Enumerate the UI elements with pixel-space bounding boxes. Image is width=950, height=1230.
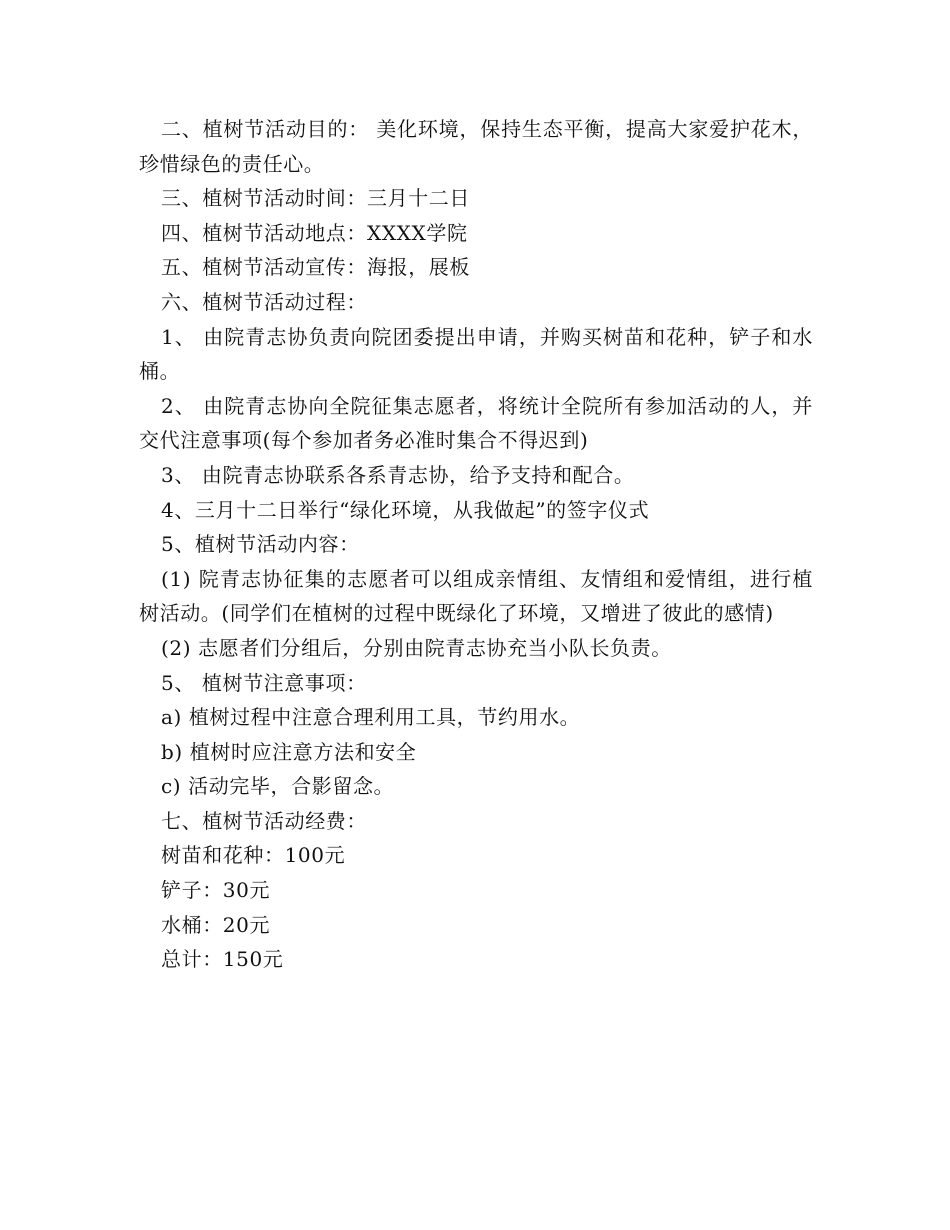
paragraph-activity-content-heading: 5、植树节活动内容： [161, 532, 360, 557]
paragraph-note-b: b) 植树时应注意方法和安全 [161, 739, 417, 764]
paragraph-process-step-4: 4、三月十二日举行“绿化环境，从我做起”的签字仪式 [161, 497, 650, 522]
paragraph-publicity: 五、植树节活动宣传：海报，展板 [161, 255, 470, 280]
paragraph-budget-seedlings: 树苗和花种：100元 [161, 843, 346, 868]
paragraph-location: 四、植树节活动地点：XXXX学院 [161, 220, 468, 245]
paragraph-time: 三、植树节活动时间：三月十二日 [161, 186, 470, 211]
paragraph-activity-content-1: (1) 院青志协征集的志愿者可以组成亲情组、友情组和爱情组，进行植树活动。(同学们在植树的过程中既绿化了环境，又增进了彼此的感情) [139, 566, 813, 626]
paragraph-budget-heading: 七、植树节活动经费： [161, 808, 367, 833]
paragraph-note-a: a) 植树过程中注意合理利用工具，节约用水。 [161, 705, 581, 730]
paragraph-purpose: 二、植树节活动目的： 美化环境，保持生态平衡，提高大家爱护花木，珍惜绿色的责任心。 [139, 117, 813, 176]
paragraph-process-step-3: 3、 由院青志协联系各系青志协，给予支持和配合。 [161, 462, 635, 487]
paragraph-budget-total: 总计：150元 [161, 947, 284, 972]
paragraph-process-step-1: 1、 由院青志协负责向院团委提出申请，并购买树苗和花种，铲子和水桶。 [139, 324, 813, 384]
paragraph-process-step-2: 2、 由院青志协向全院征集志愿者，将统计全院所有参加活动的人，并交代注意事项(每个参加者务必准时集合不得迟到) [139, 393, 813, 453]
paragraph-notes-heading: 5、 植树节注意事项： [161, 670, 367, 695]
paragraph-process-heading: 六、植树节活动过程： [161, 289, 367, 314]
paragraph-budget-shovels: 铲子：30元 [161, 878, 271, 903]
document-body [139, 112, 813, 977]
paragraph-budget-buckets: 水桶：20元 [161, 912, 271, 937]
paragraph-note-c: c) 活动完毕，合影留念。 [161, 774, 395, 799]
paragraph-activity-content-2: (2) 志愿者们分组后，分别由院青志协充当小队长负责。 [161, 635, 672, 660]
